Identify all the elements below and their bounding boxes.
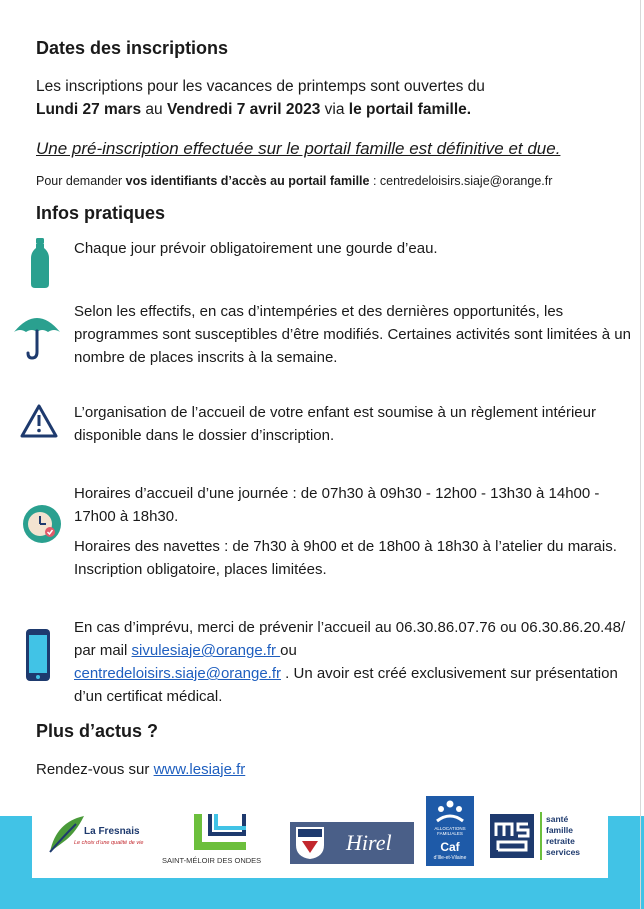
page-edge bbox=[640, 0, 641, 909]
mail-link-sivulesiaje[interactable]: sivulesiaje@orange.fr bbox=[131, 642, 281, 659]
umbrella-icon bbox=[12, 310, 62, 360]
msa-divider bbox=[540, 812, 542, 860]
infos-heading: Infos pratiques bbox=[36, 203, 166, 223]
news-heading: Plus d’actus ? bbox=[36, 721, 159, 741]
website-link[interactable]: www.lesiaje.fr bbox=[153, 761, 246, 778]
msa-logo: santé famille retraite services bbox=[490, 812, 600, 862]
caf-family-icon bbox=[435, 799, 465, 823]
hirel-crest bbox=[294, 825, 326, 861]
hirel-logo: Hirel bbox=[290, 822, 414, 864]
hours-text: Horaires d’accueil d’une journée : de 07h30 à 09h30 - 12h00 - 13h30 à 14h00 - 17h00 à 18h30. bbox=[74, 485, 600, 525]
mail-link-centredeloisirs[interactable]: centredeloisirs.siaje@orange.fr bbox=[74, 665, 281, 682]
caf-logo: ALLOCATIONS FAMILIALES Caf d’Ille-et-Vilaine bbox=[426, 796, 474, 866]
msa-emblem bbox=[490, 814, 534, 858]
saint-meloir-emblem bbox=[194, 812, 250, 852]
weather-text: Selon les effectifs, en cas d’intempéries et des dernières opportunités, les programmes sont susceptibles d’être modifiés. Certaines activités sont limitées à un nombre de places inscrits à la semaine. bbox=[74, 303, 631, 366]
dates-line2: Lundi 27 mars au Vendredi 7 avril 2023 via le portail famille. bbox=[36, 101, 472, 118]
credentials-line: Pour demander vos identifiants d’accès au portail famille : centredeloisirs.siaje@orange.fr bbox=[36, 174, 553, 188]
news-line: Rendez-vous sur www.lesiaje.fr bbox=[36, 761, 246, 778]
dates-line1: Les inscriptions pour les vacances de printemps sont ouvertes du bbox=[36, 78, 485, 95]
preregistration-notice: Une pré-inscription effectuée sur le portail famille est définitive et due. bbox=[36, 139, 561, 158]
phone-icon bbox=[25, 628, 51, 682]
leaf-icon bbox=[46, 812, 86, 856]
shuttle-text: Horaires des navettes : de 7h30 à 9h00 et de 18h00 à 18h30 à l’atelier du marais. Inscription obligatoire, places limitées. bbox=[74, 538, 617, 578]
start-date: Lundi 27 mars bbox=[36, 101, 142, 118]
warning-icon bbox=[20, 404, 58, 438]
la-fresnais-logo: La Fresnais Le choix d’une qualité de vie bbox=[46, 812, 158, 860]
rules-text: L’organisation de l’accueil de votre enfant est soumise à un règlement intérieur disponible dans le dossier d’inscription. bbox=[74, 404, 596, 444]
water-text: Chaque jour prévoir obligatoirement une gourde d’eau. bbox=[74, 240, 438, 257]
end-date: Vendredi 7 avril 2023 bbox=[166, 101, 321, 118]
clock-icon bbox=[22, 504, 62, 544]
portal-text: le portail famille. bbox=[348, 101, 472, 118]
dates-heading: Dates des inscriptions bbox=[36, 38, 229, 58]
partner-logos bbox=[32, 790, 608, 878]
water-bottle-icon bbox=[30, 238, 50, 288]
contact-text: En cas d’imprévu, merci de prévenir l’accueil au 06.30.86.07.76 ou 06.30.86.20.48/ par mail sivulesiaje@orange.fr ou centredeloisirs.siaje@orange.fr . Un avoir est créé exclusivement sur présentation d’un certificat médical. bbox=[74, 619, 626, 705]
saint-meloir-logo: SAINT-MÉLOIR DES ONDES bbox=[162, 812, 282, 870]
